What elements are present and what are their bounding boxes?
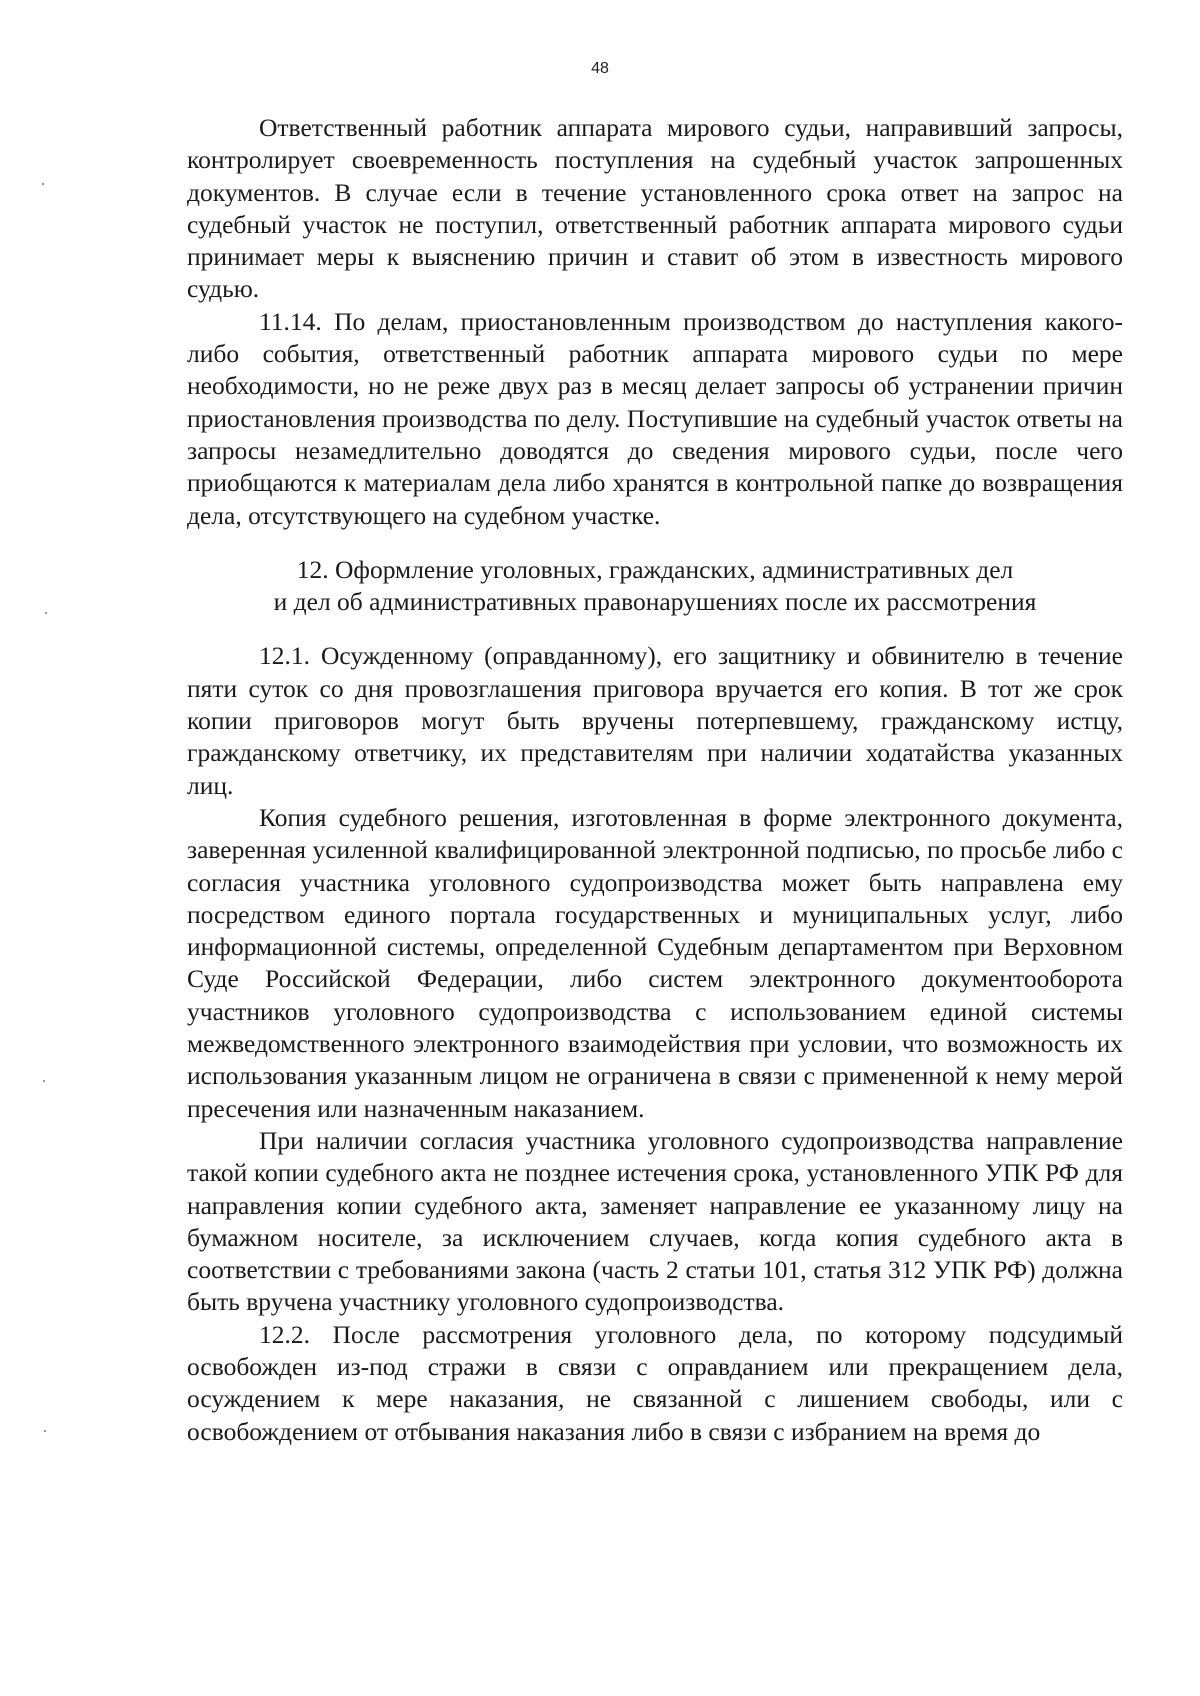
paragraph-12-2: 12.2. После рассмотрения уголовного дела, по которому подсудимый освобожден из-под стражи в связи с оправданием или прекращением дела, осуждением к мере наказания, не связанной с лишением свободы, или с освобождением от отбывания наказания либо в связи с избранием на время до	[187, 1319, 1123, 1446]
section-heading	[187, 554, 1123, 619]
scan-speck	[42, 183, 44, 185]
section-heading-line-2: и дел об административных правонарушениях после их рассмотрения	[273, 587, 1037, 617]
paragraph-12-1: 12.1. Осужденному (оправданному), его защитнику и обвинителю в течение пяти суток со дня провозглашения приговора вручается его копия. В тот же срок копии приговоров могут быть вручены потерпевшему, гражданскому истцу, гражданскому ответчику, их представителям при наличии ходатайства указанных лиц.	[187, 641, 1123, 800]
section-heading-line-1: 12. Оформление уголовных, гражданских, административных дел	[296, 554, 1014, 584]
paragraph-11-14: 11.14. По делам, приостановленным производством до наступления какого-либо события, ответственный работник аппарата мирового судьи по мере необходимости, но не реже двух раз в месяц делает запросы об устранении причин приостановления производства по делу. Поступившие на судебный участок ответы на запросы незамедлительно доводятся до сведения мирового судьи, после чего приобщаются к материалам дела либо хранятся в контрольной папке до возвращения дела, отсутствующего на судебном участке.	[187, 306, 1123, 530]
page-number: 48	[591, 60, 609, 77]
scan-speck	[43, 1080, 45, 1082]
document-body	[187, 112, 1123, 1448]
scan-speck	[44, 1430, 46, 1432]
scan-speck	[45, 612, 47, 614]
spacer	[187, 618, 1123, 640]
paragraph-responsible-worker: Ответственный работник аппарата мирового судьи, направивший запросы, контролирует своевременность поступления на судебный участок запрошенных документов. В случае если в течение установленного срока ответ на запрос на судебный участок не поступил, ответственный работник аппарата мирового судьи принимает меры к выяснению причин и ставит об этом в известность мирового судью.	[187, 113, 1123, 304]
paragraph-electronic-copy: Копия судебного решения, изготовленная в форме электронного документа, заверенная усиленной квалифицированной электронной подписью, по просьбе либо с согласия участника уголовного судопроизводства может быть направлена ему посредством единого портала государственных и муниципальных услуг, либо информационной системы, определенной Судебным департаментом при Верховном Суде Российской Федерации, либо систем электронного документооборота участников уголовного судопроизводства с использованием единой системы межведомственного электронного взаимодействия при условии, что возможность их использования указанным лицом не ограничена в связи с примененной к нему мерой пресечения или назначенным наказанием.	[187, 802, 1123, 1123]
paragraph-consent: При наличии согласия участника уголовного судопроизводства направление такой копии судебного акта не позднее истечения срока, установленного УПК РФ для направления копии судебного акта, заменяет направление ее указанному лицу на бумажном носителе, за исключением случаев, когда копия судебного акта в соответствии с требованиями закона (часть 2 статьи 101, статья 312 УПК РФ) должна быть вручена участнику уголовного судопроизводства.	[187, 1125, 1123, 1317]
spacer	[187, 532, 1123, 554]
